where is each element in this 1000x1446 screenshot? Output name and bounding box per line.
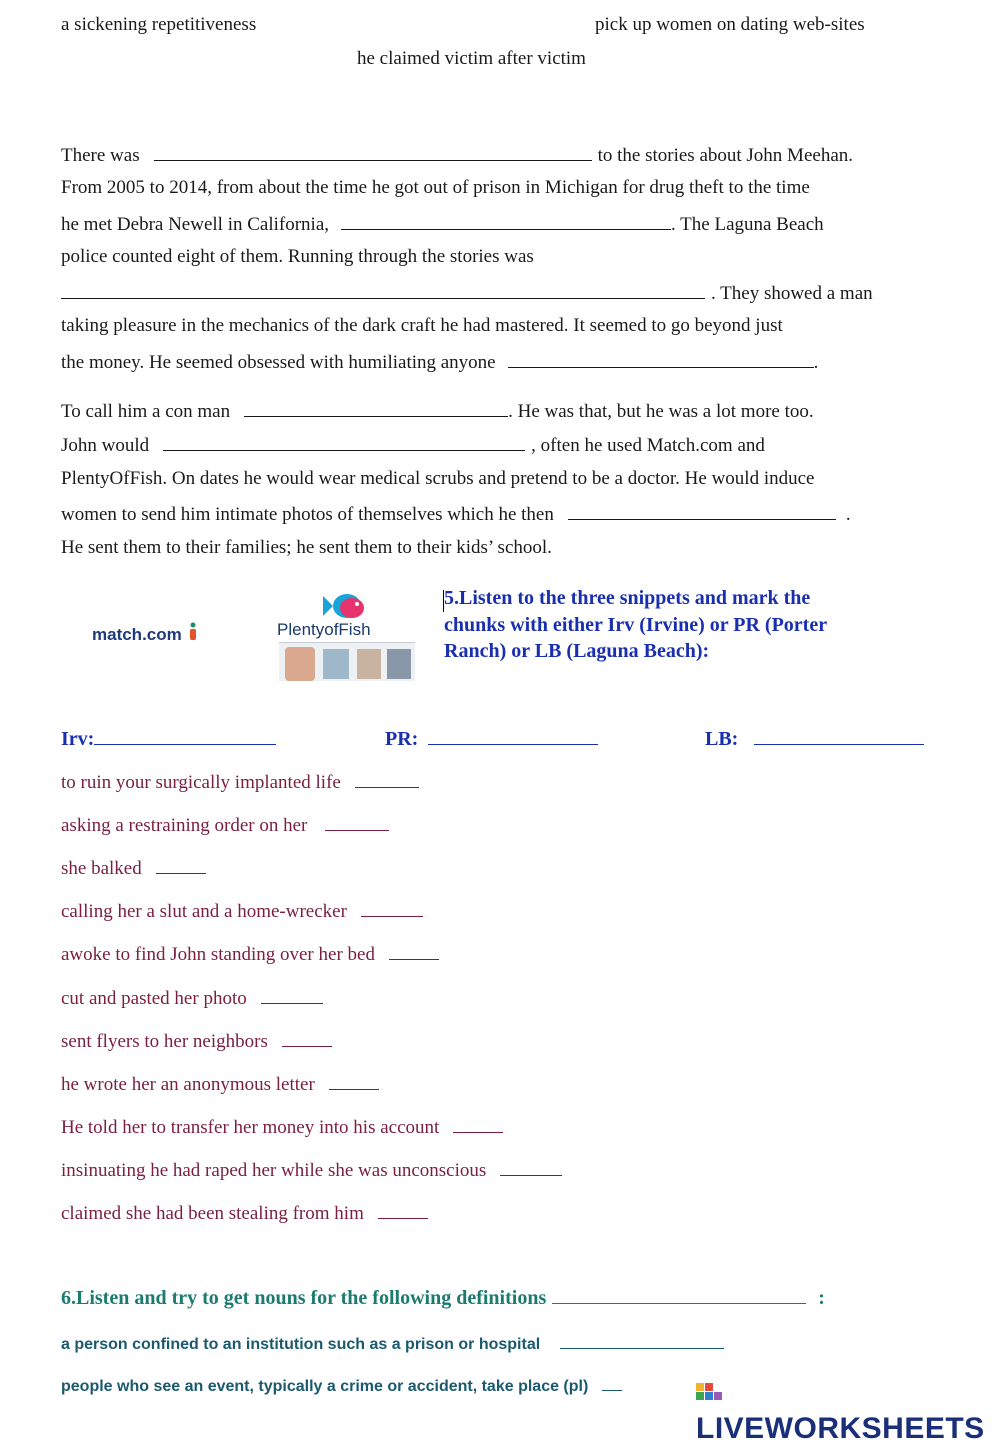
text: the money. He seemed obsessed with humiliating anyone [61,352,496,373]
label-pr [385,727,598,751]
text: . The Laguna Beach [671,214,824,235]
app-screenshots-image [279,642,415,681]
text: . [813,352,819,373]
chunk-item [61,1115,509,1139]
definition-text: people who see an event, typically a crime or accident, take place (pl) [61,1378,589,1395]
chunk-item [61,899,429,923]
text: There was [61,145,140,166]
text: . They showed a man [711,283,873,304]
answer-blank[interactable] [154,143,592,161]
text: taking pleasure in the mechanics of the dark craft he had mastered. It seemed to go beyond just [61,315,783,336]
chunk-answer-blank[interactable] [156,856,206,874]
chunk-text: she balked [61,858,142,879]
chunk-answer-blank[interactable] [389,942,439,960]
pof-logo-text: PlentyofFish [277,620,371,639]
chunk-item [61,813,395,837]
text: He sent them to their families; he sent them to their kids’ school. [61,537,552,558]
text: police counted eight of them. Running through the stories was [61,246,534,267]
chunk-text: cut and pasted her photo [61,988,247,1009]
label-lb-text: LB: [705,728,739,750]
word-bank-item: he claimed victim after victim [357,48,586,69]
exercise-6-heading [61,1286,825,1310]
chunk-answer-blank[interactable] [355,770,419,788]
label-irv [61,727,276,751]
person-icon [186,622,200,642]
plentyoffish-logo [277,590,417,680]
chunk-text: he wrote her an anonymous letter [61,1074,315,1095]
word-bank-item: pick up women on dating web-sites [595,14,865,35]
fish-icon [319,590,379,622]
answer-blank[interactable] [568,502,836,520]
irv-answer-blank[interactable] [94,727,276,745]
definition-text: a person confined to an institution such as a prison or hospital [61,1336,541,1353]
chunk-text: calling her a slut and a home-wrecker [61,901,347,922]
text: women to send him intimate photos of themselves which he then [61,504,554,525]
liveworksheets-logo-icon [696,1381,724,1407]
exercise-5-instruction: 5.Listen to the three snippets and mark the [444,587,811,609]
chunk-item [61,986,329,1010]
chunk-item [61,1158,568,1182]
definition-answer-blank[interactable] [602,1373,622,1391]
chunk-answer-blank[interactable] [325,813,389,831]
text: , often he used Match.com and [531,435,765,456]
exercise-6-answer-blank[interactable] [552,1286,806,1304]
chunk-answer-blank[interactable] [361,899,423,917]
chunk-item [61,942,445,966]
exercise-5-instruction: chunks with either Irv (Irvine) or PR (Porter [444,614,828,636]
chunk-text: claimed she had been stealing from him [61,1203,364,1224]
chunk-answer-blank[interactable] [378,1201,428,1219]
exercise-5-instruction: Ranch) or LB (Laguna Beach): [444,640,710,662]
match-logo [92,622,200,645]
chunk-answer-blank[interactable] [453,1115,503,1133]
label-pr-text: PR: [385,728,419,750]
answer-blank[interactable] [341,212,671,230]
chunk-text: He told her to transfer her money into his account [61,1117,440,1138]
text: he met Debra Newell in California, [61,214,330,235]
chunk-answer-blank[interactable] [500,1158,562,1176]
chunk-item [61,770,425,794]
chunk-text: to ruin your surgically implanted life [61,772,341,793]
chunk-text: asking a restraining order on her [61,815,308,836]
word-bank-item: a sickening repetitiveness [61,14,257,35]
chunk-text: insinuating he had raped her while she was unconscious [61,1160,487,1181]
text: . [845,504,851,525]
chunk-text: sent flyers to her neighbors [61,1031,268,1052]
lb-answer-blank[interactable] [754,727,924,745]
answer-blank[interactable] [508,350,814,368]
text: . He was that, but he was a lot more too. [508,401,814,422]
liveworksheets-watermark [696,1378,1000,1446]
text: John would [61,435,150,456]
chunk-item [61,856,212,880]
chunk-item [61,1072,385,1096]
definition-2 [61,1373,622,1396]
chunk-answer-blank[interactable] [282,1029,332,1047]
pr-answer-blank[interactable] [428,727,598,745]
definition-answer-blank[interactable] [560,1331,724,1349]
chunk-answer-blank[interactable] [329,1072,379,1090]
answer-blank[interactable] [61,281,705,299]
exercise-6-heading-text: 6.Listen and try to get nouns for the following definitions [61,1287,547,1309]
answer-blank[interactable] [244,399,508,417]
match-logo-text: match.com [92,625,182,644]
definition-1 [61,1331,724,1354]
chunk-text: awoke to find John standing over her bed [61,944,375,965]
chunk-item [61,1201,434,1225]
watermark-text: LIVEWORKSHEETS [696,1412,985,1445]
text: From 2005 to 2014, from about the time he got out of prison in Michigan for drug theft to the time [61,177,810,198]
text: PlentyOfFish. On dates he would wear medical scrubs and pretend to be a doctor. He would induce [61,468,815,489]
chunk-item [61,1029,338,1053]
text: to the stories about John Meehan. [597,145,854,166]
label-lb [705,727,924,751]
text: To call him a con man [61,401,231,422]
colon: : [818,1287,825,1309]
chunk-answer-blank[interactable] [261,986,323,1004]
label-irv-text: Irv: [61,728,95,750]
answer-blank[interactable] [163,433,525,451]
